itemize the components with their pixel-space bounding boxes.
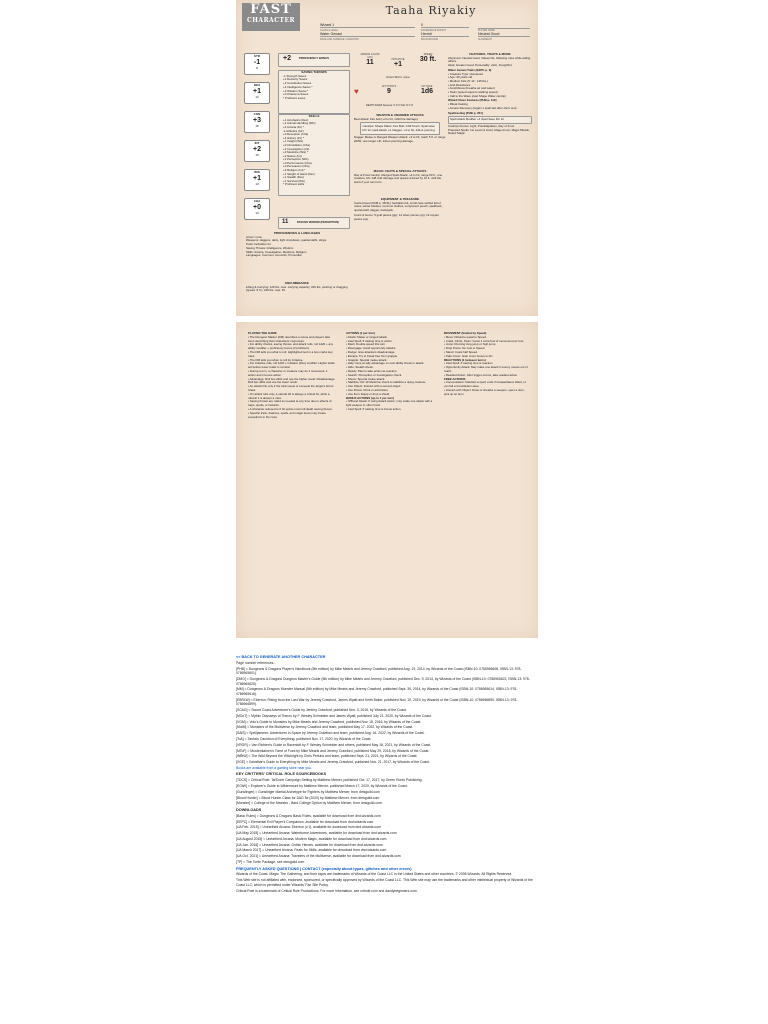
action-item: • Cast Spell: If casting time is action. [346,338,393,343]
skills-box: SKILLS +1 Acrobatics (Dex) +1 Animal Handling (Wis) +4 Arcana (Int) * -1 Athletics (Str) +0 Deception (Cha) +4 History (Int) * +1 Insight (Wis) +0 Intimidation (Cha) +2 Investigation (Int) +3 Medicine (Wis) * +2 Nature (Int) +1 Perception (Wis) +0 Performance (Cha) +0 Persuasion (Cha) +4 Religion (Int) * +1 Sleight of Hand (Dex) +1 Stealth (Dex) +1 Survival (Wis) * Proficient skills [278,114,350,196]
sourcebook-ref: [VRGR] = Van Richten's Guide to Ravenloft by F. Wesley Schneider and others, published May 18, 2021, by Wizards of the Coast. [236,742,432,747]
skill-item: +1 Animal Handling (Wis) [283,121,316,126]
armor-worn: Armor Worn: none [386,75,410,79]
skill-item: +1 Acrobatics (Dex) [283,117,309,122]
sourcebook-ref: [ToA] = Tasha's Cauldron of Everything, published Nov. 17, 2020, by Wizards of the Coast. [236,736,372,741]
rule-item: • An attack hits only if the total meets or exceeds the target's Armor Class. [248,384,334,392]
back-to-generate-link[interactable]: << BACK TO GENERATE ANOTHER CHARACTER [236,655,326,659]
download-ref: [UA March 2017] = Unearthed Arcana: Feats for Skills, available for download from dnd.wizards.com [236,848,387,853]
movement-column: MOVEMENT (limited by Speed) • Move: Distance equal to Speed. • Crawl, Climb, Swim: Costs 1 extra foot of movement per foot. • Jump: Running long jump or high jump. • Drop Prone: No cost to Speed. • Stand: Costs half Speed. • Take Cover: Gain cover bonus to AC. REACTIONS (1 between turns) • Cast Spell: If casting time is reaction. • Opportunity Attack: May make one attack if enemy moves out of reach. • Readied Action: After trigger occurs, take readied action. FREE ACTIONS • Concentration: Maintain a spell; ends if incapacitated, killed, or you fail a Constitution save. • Interact with Object: Draw or sheathe a weapon, open a door, pick up an item. [444,332,530,397]
playing-the-game: PLAYING THE GAME • The Dungeon Master (DM) describes a scene and players take turns describing their characters' responses. • For ability checks, saving throws, and attack rolls, roll 1d20 + any ability modifier + proficiency bonus (if proficient). • The DM tells you what to roll. Highlighted text in a box marks key rules. • The DM tells you when to roll for initiative. • For initiative rolls, roll 1d20 + Initiative (Dex) modifier. Higher totals act before lower totals in combat. • During a turn, a character or creature may do 1 movement, 1 action and 1 bonus action. • Advantage: Roll two d20s and use the higher result. Disadvantage: Roll two d20s and use the lower result. • An attack hits only if the total meets or exceeds the target's Armor Class. • On attack rolls only, a natural 20 is always a critical hit, while a natural 1 is always a miss. • Saving throws are rolled as needed at any time due to effects of traps, spells, or hazards. • A character reduced to 0 hit points must roll death saving throws. • Specific traits, features, spells, and magic items may create exceptions to the rules. [248,331,336,419]
proficiency-bonus: +2 PROFICIENCY BONUS [278,53,350,67]
magic-feats: MAGIC, FEATS & SPECIAL ATTACKS Ray of Frost Cantrip. Ranged Spell Attack: +4 to hit, range 60 ft., one creature. Hit: 1d8 cold damage and speed reduced by 10 ft. until the start of your next turn. [354,169,443,185]
equipment-treasure: EQUIPMENT & TREASURE Carried Gear [PHB p. 48-51]: herbalism kit, scroll case stuffed full of notes, winter blanket, common clothes, component pouch, spellbook, quarterstaff, dagger, backpack. Coins & Gems: 5 gold pieces (gp); 14 silver pieces (sp); 12 copper pieces (cp). [354,197,443,221]
action-item: • Escape: Try to break free from grapple. [346,353,398,358]
skill-item: +2 Nature (Int) [283,153,302,158]
proficiencies-languages: PROFICIENCIES & LANGUAGES Armor: none Weapons: daggers, darts, light crossbows, quarterstaffs, slings Tools: herbalism kit Saving Throws: Intelligence, Wisdom Skills: Arcana, Investigation, Medicine, Religion Languages: Common, Gnomish, Primordial [246,231,327,258]
movement-item: • Stand: Costs half Speed. [444,349,478,354]
download-ref: [UA Jan. 2016] = Unearthed Arcana: Gothic Heroes, available for download from dnd.wizards.com [236,842,383,847]
movement-item: • Take Cover: Gain cover bonus to AC. [444,353,494,358]
ability-wis: WIS +1 13 [244,169,270,191]
skill-item: +3 Medicine (Wis) * [283,150,309,155]
rule-item: • A character reduced to 0 hit points must roll death saving throws. [248,406,333,411]
character-sheet-page-1 [236,0,538,316]
rule-item: • Saving throws are rolled as needed at any time due to effects of traps, spells, or hazards. [248,399,332,408]
saving-throw-item: +0 Charisma Saves [283,92,309,97]
sourcebook-ref: [XGE] = Xanathar's Guide to Everything by Mike Mearls and Jeremy Crawford, published Nov. 21, 2017, by Wizards of the Coast. [236,760,430,765]
character-name: Taaha Riyakiy [385,4,477,17]
action-item: • Use Item: Equip or drop a shield. [346,391,390,396]
skill-item: +2 Investigation (Int) [283,146,310,151]
skill-item: +4 Religion (Int) * [283,168,306,173]
heart-icon: ♥ [354,87,359,96]
rule-item: • For ability checks, saving throws, and attack rolls, roll 1d20 + any ability modifier + proficiency bonus (if proficient). [248,342,334,351]
sourcebook-ref: [MM] = Dungeons & Dragons Monster Manual (5th edition) by Mike Mearls and Jeremy Crawford, published Sept. 30, 2014, by Wizards of the Coast (ISBN-10: 0786965614, ISBN-13: 978-0786965618). [236,687,518,696]
movement-item: • Drop Prone: No cost to Speed. [444,346,486,351]
class-level: Wizard 1 [320,23,335,27]
ability-str: STR -1 8 [244,53,270,75]
encumbrance: ENCUMBRANCE Lifting & Carrying: 120 lbs. max. carrying capacity; 240 lbs. pushing or dragging (speed -5 ft.); 240 lbs. max. lift. [246,281,348,293]
skill-item: +1 Survival (Wis) [283,178,305,183]
download-ref: [UA August 2015] = Unearthed Arcana: Modern Magic, available for download from dnd.wizards.com [236,836,387,841]
sourcebook-ref: [SCAG] = Sword Coast Adventurer's Guide by Jeremy Crawford, published Nov. 3, 2015, by Wizards of the Coast. [236,708,407,713]
sourcebook-list [236,667,536,765]
action-item: • Search: Perception or Investigation check. [346,372,402,377]
actions-column: ACTIONS (1 per turn) • Attack: Melee or ranged attack. • Cast Spell: If casting time is action. • Dash: Double speed this turn. • Disengage: Avoid opportunity attacks. • Dodge: Give attackers disadvantage. • Escape: Try to break free from grapple. • Grapple: Special melee attack. • Help: Give an ally advantage on next ability check or attack. • Hide: Stealth check. • Ready: Plan to take action as reaction. • Search: Perception or Investigation check. • Shove: Special melee attack. • Stabilize: DC 10 Medicine check to stabilize a dying creature. • Use Object: Interact with a second object. • Use Potion: Drink or administer. • Use Item: Equip or drop a shield. BONUS ACTIONS (up to 1 per turn) • Offhand Attack: If using Attack action, may make one attack with a light weapon in other hand. • Cast Spell: If casting time is bonus action. [346,331,433,411]
sourcebook-ref: [VGM] = Volo's Guide to Monsters by Mike Mearls and Jeremy Crawford, published Nov. 15, 2016, by Wizards of the Coast. [236,719,422,724]
xp-background-block: 0 EXPERIENCE POINTS Hermit BACKGROUND [421,23,469,41]
race-trait-item: • Creature Type: Humanoid [448,71,483,76]
hit-dice: HIT DICE 1d6 [420,85,434,96]
action-item: • Disengage: Avoid opportunity attacks. [346,346,397,351]
free-action-item: • Interact with Object: Draw or sheathe a weapon, open a door, pick up an item. [444,387,525,396]
rule-item: • The DM tells you what to roll. Highlighted text in a box marks key rules. [248,349,333,358]
saving-throw-item: * Proficient saves [283,95,306,100]
rule-item: • During a turn, a character or creature may do 1 movement, 1 action and 1 bonus action. [248,368,328,377]
xp: 0 [421,23,423,27]
reaction-item: • Cast Spell: If casting time is reaction. [444,361,494,366]
class-features-list [448,103,532,110]
action-item: • Dash: Double speed this turn. [346,342,386,347]
ability-dex: DEX +1 13 [244,82,270,104]
sourcebook-ref: [SAiS] = Spelljammer: Adventures in Space by Jeremy Crawford and team, published Aug. 16, 2022, by Wizards of the Coast. [236,731,425,736]
saving-throw-item: +3 Constitution Saves [283,81,312,86]
sourcebook-ref: [MOoT] = Mythic Odysseys of Theros by F. Wesley Schneider and James Wyatt, published July 21, 2020, by Wizards of the Coast. [236,713,432,718]
books-note-link[interactable]: Books are available from a gaming store near you. [236,765,312,770]
skills-list [279,119,349,187]
race-trait-item: • Amphibious (breathe air and water) [448,86,495,91]
skill-item: +4 Arcana (Int) * [283,124,304,129]
faq-contact-link[interactable]: FREQUENTLY ASKED QUESTIONS | CONTACT (especially about typos, glitches and other errors) [236,866,412,871]
action-item: • Stabilize: DC 10 Medicine check to stabilize a dying creature. [346,380,427,385]
race-trait-item: • Acid Resistance [448,82,471,87]
action-item: • Shove: Special melee attack. [346,376,386,381]
saving-throw-item: +4 Intelligence Saves * [283,84,313,89]
ability-con: CON +3 16 [244,111,270,133]
alignment: Neutral Good [478,32,500,36]
saving-throws-list [279,75,349,101]
skill-item: +0 Performance (Cha) [283,160,312,165]
class-race-block: Wizard 1 CLASS & LEVEL Water Genasi RACE AND SUBRACE / ANCESTRY [320,23,415,41]
critical-role-ref: [TDCS] = Critical Role: Tal'Dorei Campaign Setting by Matthew Mercer, published Oct. 17, 2017, by Green Ronin Publishing. [236,778,423,783]
sourcebook-ref: [MotM] = Monsters of the Multiverse by Jeremy Crawford and team, published May 17, 2022, by Wizards of the Coast. [236,725,414,730]
skill-item: +0 Intimidation (Cha) [283,142,310,147]
free-action-item: • Concentration: Maintain a spell; ends if incapacitated, killed, or you fail a Constitution save. [444,380,526,389]
sourcebook-ref: [EBRLW] = Eberron: Rising from the Last War by Jeremy Crawford, James Wyatt and Keith Baker, published Nov. 19, 2019, by Wizards of the Coast (ISBN-10: 0786966890, ISBN-13: 978-0786966899). [236,697,518,707]
action-item: • Ready: Plan to take action as reaction. [346,368,398,373]
race: Water Genasi [320,31,342,36]
sourcebook-ref: [PHB] = Dungeons & Dragons Player's Handbook (5th edition) by Mike Mearls and Jeremy Crawford, published Aug. 19, 2014, by Wizards of the Coast (ISBN-10: 0786965606, ISBN-13: 978-0786965601). [236,666,522,676]
race-trait-item: • Age: 30 years old [448,75,473,80]
action-item: • Hide: Stealth check. [346,365,374,370]
skill-item: +1 Perception (Wis) [283,157,309,162]
critical-role-ref: [Blood Hunter] = Blood Hunter Class for D&D 5e (2020) by Matthew Mercer, from dmsguild.com [236,795,380,800]
race-traits-list [448,73,532,99]
saving-throws-box: SAVING THROWS -1 Strength Saves +1 Dexterity Saves +3 Constitution Saves +4 Intelligence Saves * +3 Wisdom Saves * +0 Charisma Saves * Proficient saves [278,70,350,114]
saving-throw-item: +1 Dexterity Saves [283,77,308,82]
bonus-action-item: • Cast Spell: If casting time is bonus action. [346,406,402,411]
sourcebook-ref: [WBtW] = The Wild Beyond the Witchlight by Chris Perkins and team, published Sept. 21, 2021, by Wizards of the Coast. [236,754,418,759]
ability-int: INT +2 15 [244,140,270,162]
skill-item: +4 History (Int) * [283,135,304,140]
downloads-list [236,814,536,865]
ability-cha: CHA +0 10 [244,198,270,220]
action-item: • Help: Give an ally advantage on next ability check or attack. [346,361,425,366]
download-ref: [UA Feb. 2015] = Unearthed Arcana: Eberron (v.1), available for download from dnd.wizards.com [236,825,381,830]
saving-throw-item: -1 Strength Saves [283,73,307,78]
rule-item: • For initiative rolls, roll 1d20 + Initiative (Dex) modifier. Higher totals act before lower totals in combat. [248,361,335,370]
features-traits: FEATURES, TRAITS & MORE Alignment: Neutral Good. Values life, following rules while aiding others. Ideal: Greater Good. Personality: calm, thoughtful. Water Genasi Traits [EEPC p. 9] • Creature Type: Humanoid • Age: 30 years old • Medium Size (5' 11", 145 lbs.) • Acid Resistance • Amphibious (breathe air and water) • Swim (speed equal to walking speed) • Call to the Wave (cast Shape Water cantrip) Wizard Class Features [PHB p. 112] • Ritual Casting • Arcane Recovery (regain 1 spell slot after short rest) Spellcasting [PHB p. 201] Spell Attack Modifier +4 Spell Save DC 12 Cantrips Known: Light, Prestidigitation, Ray of Frost Prepared Spells: 1st Level (2 slots): Mage Armor, Magic Missile, Detect Magic [448,52,531,136]
character-sheet-page-2 [236,322,538,638]
armor-class: ARMOR CLASS (AC) 11 [360,53,380,67]
attack-box: Cantrips: Shape Water; Fire Bolt; Chill Touch. Spell save DC 12; spell attack +4. Dagger: +3 to hit, 1d4+1 piercing. [360,122,440,134]
passive-perception: 11 PASSIVE WISDOM (PERCEPTION) [278,217,350,229]
reaction-item: • Opportunity Attack: May make one attack if enemy moves out of reach. [444,365,528,373]
skill-item: -1 Athletics (Str) [283,128,304,133]
download-ref: [Basic Rules] = Dungeons & Dragons Basic Rules, available for download from dnd.wizards.com [236,813,381,818]
weapon-attacks: WEAPON & UNARMED ATTACKS Best Attack: Fire bolt (+4 to hit, 1d10 fire damage). Cantrips: Shape Water; Fire Bolt; Chill Touch. Spell save DC 12; spell attack +4. Dagger: +3 to hit, 1d4+1 piercing. Dagger. Melee or Ranged Weapon Attack: +3 to hit, reach 5 ft. or range 20/60, one target. Hit: 1d4+1 piercing damage. [354,113,446,143]
class-feature-item: • Ritual Casting [448,102,468,107]
player-alignment-block: PLAYER NAME Neutral Good ALIGNMENT [478,23,530,41]
action-item: • Dodge: Give attackers disadvantage. [346,349,396,354]
initiative: INITIATIVE +1 [391,58,405,69]
class-feature-item: • Arcane Recovery (regain 1 spell slot after short rest) [448,105,517,110]
bonus-action-item: • Offhand Attack: If using Attack action, may make one attack with a light weapon in other hand. [346,399,433,408]
reaction-item: • Readied Action: After trigger occurs, take readied action. [444,372,518,377]
critical-role-list [236,778,536,806]
skill-item: +0 Persuasion (Cha) [283,164,310,169]
action-item: • Use Object: Interact with a second object. [346,384,402,389]
download-ref: [UA Oct. 2021] = Unearthed Arcana: Travelers of the Multiverse, available for download from dnd.wizards.com [236,854,401,859]
action-item: • Attack: Melee or ranged attack. [346,334,388,339]
spell-box: Spell Attack Modifier +4 Spell Save DC 12 [448,116,532,124]
action-item: • Use Potion: Drink or administer. [346,387,389,392]
rule-item: • The Dungeon Master (DM) describes a scene and players take turns describing their characters' responses. [248,334,331,343]
skill-item: * Proficient skills [283,182,305,187]
critical-role-ref: [Gunslinger] = Gunslinger Martial Archetype for Fighters by Matthew Mercer, from dmsguild.com [236,789,380,794]
action-item: • Grapple: Special melee attack. [346,357,388,362]
race-trait-item: • Medium Size (5' 11", 145 lbs.) [448,78,488,83]
skill-item: +1 Insight (Wis) [283,139,304,144]
critical-role-ref: [EGtW] = Explorer's Guide to Wildemount by Matthew Mercer, published March 17, 2020, by Wizards of the Coast. [236,784,408,789]
background: Hermit [421,31,432,36]
movement-item: • Jump: Running long jump or high jump. [444,342,497,347]
fast-character-logo: FAST CHARACTER [242,3,300,31]
hp-block [354,85,446,111]
download-ref: [TP] = The Tortle Package, see dmsguild.com [236,860,305,864]
death-saves: DEATH SAVES Success: O O O Fail: O O O [366,104,414,107]
rule-item: • Advantage: Roll two d20s and use the higher result. Disadvantage: Roll two d20s and use the lower result. [248,376,336,385]
sourcebook-ref: [MToF] = Mordenkainen's Tome of Foes by Mike Mearls and Jeremy Crawford, published May 29, 2018, by Wizards of the Coast. [236,748,430,753]
skill-item: +1 Sleight of Hand (Dex) [283,171,315,176]
hit-points: HIT POINTS 9 [381,85,397,96]
sourcebook-ref: [DMG] = Dungeons & Dragons Dungeon Master's Guide (5th edition) by Mike Mearls and Jeremy Crawford, published Dec. 9, 2014, by Wizards of the Coast (ISBN-10: 0786965622, ISBN-13: 978-0786965625). [236,676,530,686]
download-ref: [UA May 2015] = Unearthed Arcana: Waterborne Adventures, available for download from dnd.wizards.com [236,831,397,836]
skill-item: +1 Stealth (Dex) [283,175,304,180]
race-trait-item: • Swim (speed equal to walking speed) [448,90,498,95]
speed: SPEED 30 ft. [419,53,437,64]
references: << BACK TO GENERATE ANOTHER CHARACTER Page number references... [PHB] = Dungeons & Dragons Player's Handbook (5th edition) by Mike Mearls and Jeremy Crawford, published Aug. 19, 2014, by Wizards of the Coast (ISBN-10: 0786965606, ISBN-13: 978-0786965601). [DMG] = Dungeons & Dragons Dungeon Master's Guide (5th edition) by Mike Mearls and Jeremy Crawford, published Dec. 9, 2014, by Wizards of the Coast (ISBN-10: 0786965622, ISBN-13: 978-0786965625). [MM] = Dungeons & Dragons Monster Manual (5th edition) by Mike Mearls and Jeremy Crawford, published Sept. 30, 2014, by Wizards of the Coast (ISBN-10: 0786965614, ISBN-13: 978-0786965618). [EBRLW] = Eberron: Rising from the Last War by Jeremy Crawford, James Wyatt and Keith Baker, published Nov. 19, 2019, by Wizards of the Coast (ISBN-10: 0786966890, ISBN-13: 978-0786966899). [SCAG] = Sword Coast Adventurer's Guide by Jeremy Crawford, published Nov. 3, 2015, by Wizards of the Coast. [MOoT] = Mythic Odysseys of Theros by F. Wesley Schneider and James Wyatt, published July 21, 2020, by Wizards of the Coast. [VGM] = Volo's Guide to Monsters by Mike Mearls and Jeremy Crawford, published Nov. 15, 2016, by Wizards of the Coast. [MotM] = Monsters of the Multiverse by Jeremy Crawford and team, published May 17, 2022, by Wizards of the Coast. [SAiS] = Spelljammer: Adventures in Space by Jeremy Crawford and team, published Aug. 16, 2022, by Wizards of the Coast. [ToA] = Tasha's Cauldron of Everything, published Nov. 17, 2020, by Wizards of the Coast. [VRGR] = Van Richten's Guide to Ravenloft by F. Wesley Schneider and others, published May 18, 2021, by Wizards of the Coast. [MToF] = Mordenkainen's Tome of Foes by Mike Mearls and Jeremy Crawford, published May 29, 2018, by Wizards of the Coast. [WBtW] = The Wild Beyond the Witchlight by Chris Perkins and team, published Sept. 21, 2021, by Wizards of the Coast. [XGE] = Xanathar's Guide to Everything by Mike Mearls and Jeremy Crawford, published Nov. 21, 2017, by Wizards of the Coast. Books are available from a gaming store near you. KEY CRITTERS' CRITICAL ROLE SOURCEBOOKS [TDCS] = Critical Role: Tal'Dorei Campaign Setting by Matthew Mercer, published Oct. 17, 2017, by Green Ronin Publishing. [EGtW] = Explorer's Guide to Wildemount by Matthew Mercer, published March 17, 2020, by Wizards of the Coast. [Gunslinger] = Gunslinger Martial Archetype for Fighters by Matthew Mercer, from dmsguild.com [Blood Hunter] = Blood Hunter Class for D&D 5e (2020) by Matthew Mercer, from dmsguild.com [Monster] = College of the Maestro - Bard College Option by Matthew Mercer, from dmsguild.com DOWNLOADS [Basic Rules] = Dungeons & Dragons Basic Rules, available for download from dnd.wizards.com [EEPC] = Elemental Evil Player's Companion, available for download from dnd.wizards.com [UA Feb. 2015] = Unearthed Arcana: Eberron (v.1), available for download from dnd.wizards.com [UA May 2015] = Unearthed Arcana: Waterborne Adventures, available for download from dnd.wizards.com [UA August 2015] = Unearthed Arcana: Modern Magic, available for download from dnd.wizards.com [UA Jan. 2016] = Unearthed Arcana: Gothic Heroes, available for download from dnd.wizards.com [UA March 2017] = Unearthed Arcana: Feats for Skills, available for download from dnd.wizards.com [UA Oct. 2021] = Unearthed Arcana: Travelers of the Multiverse, available for download from dnd.wizards.com [TP] = The Tortle Package, see dmsguild.com FREQUENTLY ASKED QUESTIONS | CONTACT (especially about typos, glitches and other errors) Wizards of the Coast, Magic: The Gathering, and their logos are trademarks of Wizards of the Coast LLC in the United States and other countries. © 2008 Wizards. All Rights Reserved. This Web site is not affiliated with, endorsed, sponsored, or specifically approved by Wizards of the Coast LLC. This Web site may use the trademarks and other intellectual property of Wizards of the Coast LLC, which is permitted under Wizards' Fan Site Policy. Critical Role is a trademark of Critical Role Productions. For more information, see critrole.com and dandybeginners.com. [236,655,536,894]
movement-item: • Move: Distance equal to Speed. [444,334,487,339]
rule-item: • The DM tells you when to roll for initiative. [248,357,304,362]
rule-item: • Specific traits, features, spells, and magic items may create exceptions to the rules. [248,410,326,419]
critical-role-ref: [Monster] = College of the Maestro - Bard College Option by Matthew Mercer, from dmsguild.com [236,801,382,806]
race-trait-item: • Call to the Wave (cast Shape Water cantrip) [448,93,506,98]
download-ref: [EEPC] = Elemental Evil Player's Companion, available for download from dnd.wizards.com [236,819,374,824]
movement-item: • Crawl, Climb, Swim: Costs 1 extra foot of movement per foot. [444,338,525,343]
skill-item: +0 Deception (Cha) [283,132,309,137]
rule-item: • On attack rolls only, a natural 20 is always a critical hit, while a natural 1 is always a miss. [248,391,330,400]
saving-throw-item: +3 Wisdom Saves * [283,88,309,93]
